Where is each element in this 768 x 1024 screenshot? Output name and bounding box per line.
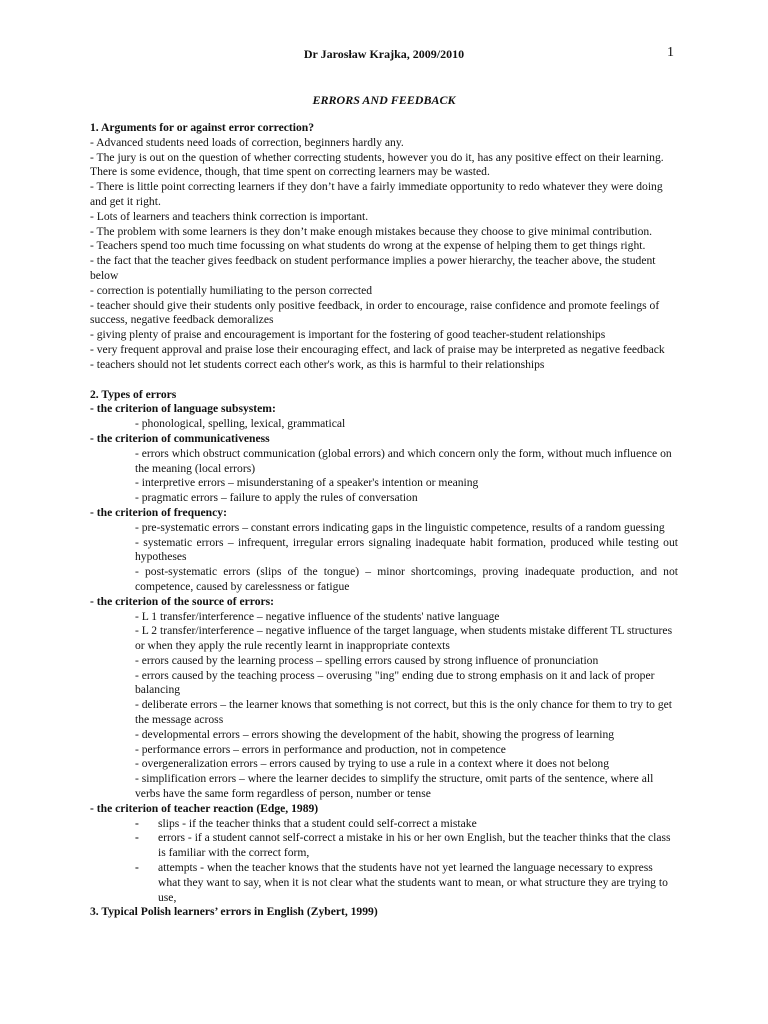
criterion-item: - performance errors – errors in performance and production, not in competence bbox=[135, 742, 506, 756]
criterion-item: - developmental errors – errors showing the development of the habit, showing the progress of learning bbox=[135, 727, 615, 741]
section-heading: 2. Types of errors bbox=[90, 387, 177, 401]
criterion-item: - post-systematic errors (slips of the tongue) – minor shortcomings, proving inadequate production, and not competence, caused by carelessness or fatigue bbox=[135, 565, 678, 593]
document-body bbox=[90, 121, 678, 920]
criterion-item: - phonological, spelling, lexical, grammatical bbox=[135, 417, 346, 431]
section-heading: 1. Arguments for or against error correction? bbox=[90, 121, 314, 134]
criterion-item: - systematic errors – infrequent, irregular errors signaling inadequate habit formation, produced while testing out hypotheses bbox=[135, 535, 678, 564]
bullet-item bbox=[90, 817, 678, 832]
criterion-heading: - the criterion of teacher reaction (Edge, 1989) bbox=[90, 801, 319, 815]
list-item: - The problem with some learners is they don’t make enough mistakes because they choose to give minimal contribution. bbox=[90, 224, 653, 238]
criterion-item: - errors caused by the learning process – spelling errors caused by strong influence of pronunciation bbox=[135, 653, 599, 667]
criterion-item: - interpretive errors – misunderstaning of a speaker's intention or meaning bbox=[135, 476, 479, 490]
criterion-item: - deliberate errors – the learner knows that something is not correct, but this is the only chance for them to try to get the message across bbox=[135, 698, 673, 727]
list-item: - There is little point correcting learners if they don’t have a fairly immediate opportunity to redo whatever they were doing and get it right. bbox=[90, 180, 663, 208]
criterion-item: - errors caused by the teaching process – overusing "ing" ending due to strong emphasis on it and lack of proper balancing bbox=[135, 668, 655, 697]
criterion-item: - pre-systematic errors – constant errors indicating gaps in the linguistic competence, results of a random guessing bbox=[135, 520, 665, 534]
list-item: - The jury is out on the question of whether correcting students, however you do it, has any positive effect on their learning. There is some evidence, though, that time spent on correcting learners may be wasted. bbox=[90, 150, 664, 179]
author-year: Dr Jarosław Krajka, 2009/2010 bbox=[303, 47, 465, 61]
page-number: 1 bbox=[667, 45, 674, 60]
bullet-dash: - bbox=[135, 861, 139, 875]
bullet-dash: - bbox=[135, 831, 139, 845]
spacer bbox=[90, 373, 678, 388]
criterion-heading: - the criterion of the source of errors: bbox=[90, 594, 275, 608]
bullet-dash: - bbox=[135, 816, 139, 830]
bullet-text: slips - if the teacher thinks that a student could self-correct a mistake bbox=[158, 816, 477, 830]
list-item: - Teachers spend too much time focussing on what students do wrong at the expense of helping them to get things right. bbox=[90, 239, 646, 253]
bullet-text: errors - if a student cannot self-correct a mistake in his or her own English, but the teacher thinks that the class is familiar with the correct form, bbox=[158, 831, 671, 860]
criterion-item: - L 1 transfer/interference – negative influence of the students' native language bbox=[135, 609, 500, 623]
list-item: - teacher should give their students only positive feedback, in order to encourage, raise confidence and promote feelings of success, negative feedback demoralizes bbox=[90, 298, 660, 327]
list-item: - Advanced students need loads of correction, beginners hardly any. bbox=[90, 135, 404, 149]
list-item: - very frequent approval and praise lose their encouraging effect, and lack of praise may be interpreted as negative feedback bbox=[90, 342, 665, 356]
list-item: - giving plenty of praise and encouragement is important for the fostering of good teacher-student relationships bbox=[90, 328, 606, 342]
criterion-item: - pragmatic errors – failure to apply the rules of conversation bbox=[135, 491, 418, 505]
page-header bbox=[0, 47, 768, 63]
bullet-item bbox=[90, 861, 678, 905]
criterion-heading: - the criterion of communicativeness bbox=[90, 431, 270, 445]
criterion-item: - L 2 transfer/interference – negative influence of the target language, when students mistake different TL structures or when they apply the rule recently learnt in inappropriate contexts bbox=[135, 624, 673, 653]
bullet-item bbox=[90, 831, 678, 861]
document-title: ERRORS AND FEEDBACK bbox=[312, 93, 456, 107]
criterion-heading: - the criterion of language subsystem: bbox=[90, 402, 276, 416]
criterion-item: - overgeneralization errors – errors caused by trying to use a rule in a context where it does not belong bbox=[135, 757, 610, 771]
list-item: - teachers should not let students correct each other's work, as this is harmful to their relationships bbox=[90, 357, 545, 371]
criterion-heading: - the criterion of frequency: bbox=[90, 505, 227, 519]
criterion-item: - errors which obstruct communication (global errors) and which concern only the form, without much influence on the meaning (local errors) bbox=[135, 446, 672, 475]
section-heading: 3. Typical Polish learners’ errors in English (Zybert, 1999) bbox=[90, 905, 378, 919]
list-item: - Lots of learners and teachers think correction is important. bbox=[90, 209, 369, 223]
bullet-text: attempts - when the teacher knows that the students have not yet learned the language necessary to express what they want to say, when it is not clear what the students want to mean, or what structure they are trying to use, bbox=[158, 861, 668, 904]
criterion-item: - simplification errors – where the learner decides to simplify the structure, omit parts of the sentence, where all verbs have the same form regardless of person, number or tense bbox=[135, 772, 654, 801]
list-item: - correction is potentially humiliating to the person corrected bbox=[90, 283, 373, 297]
list-item: - the fact that the teacher gives feedback on student performance implies a power hierarchy, the teacher above, the student below bbox=[90, 254, 656, 282]
